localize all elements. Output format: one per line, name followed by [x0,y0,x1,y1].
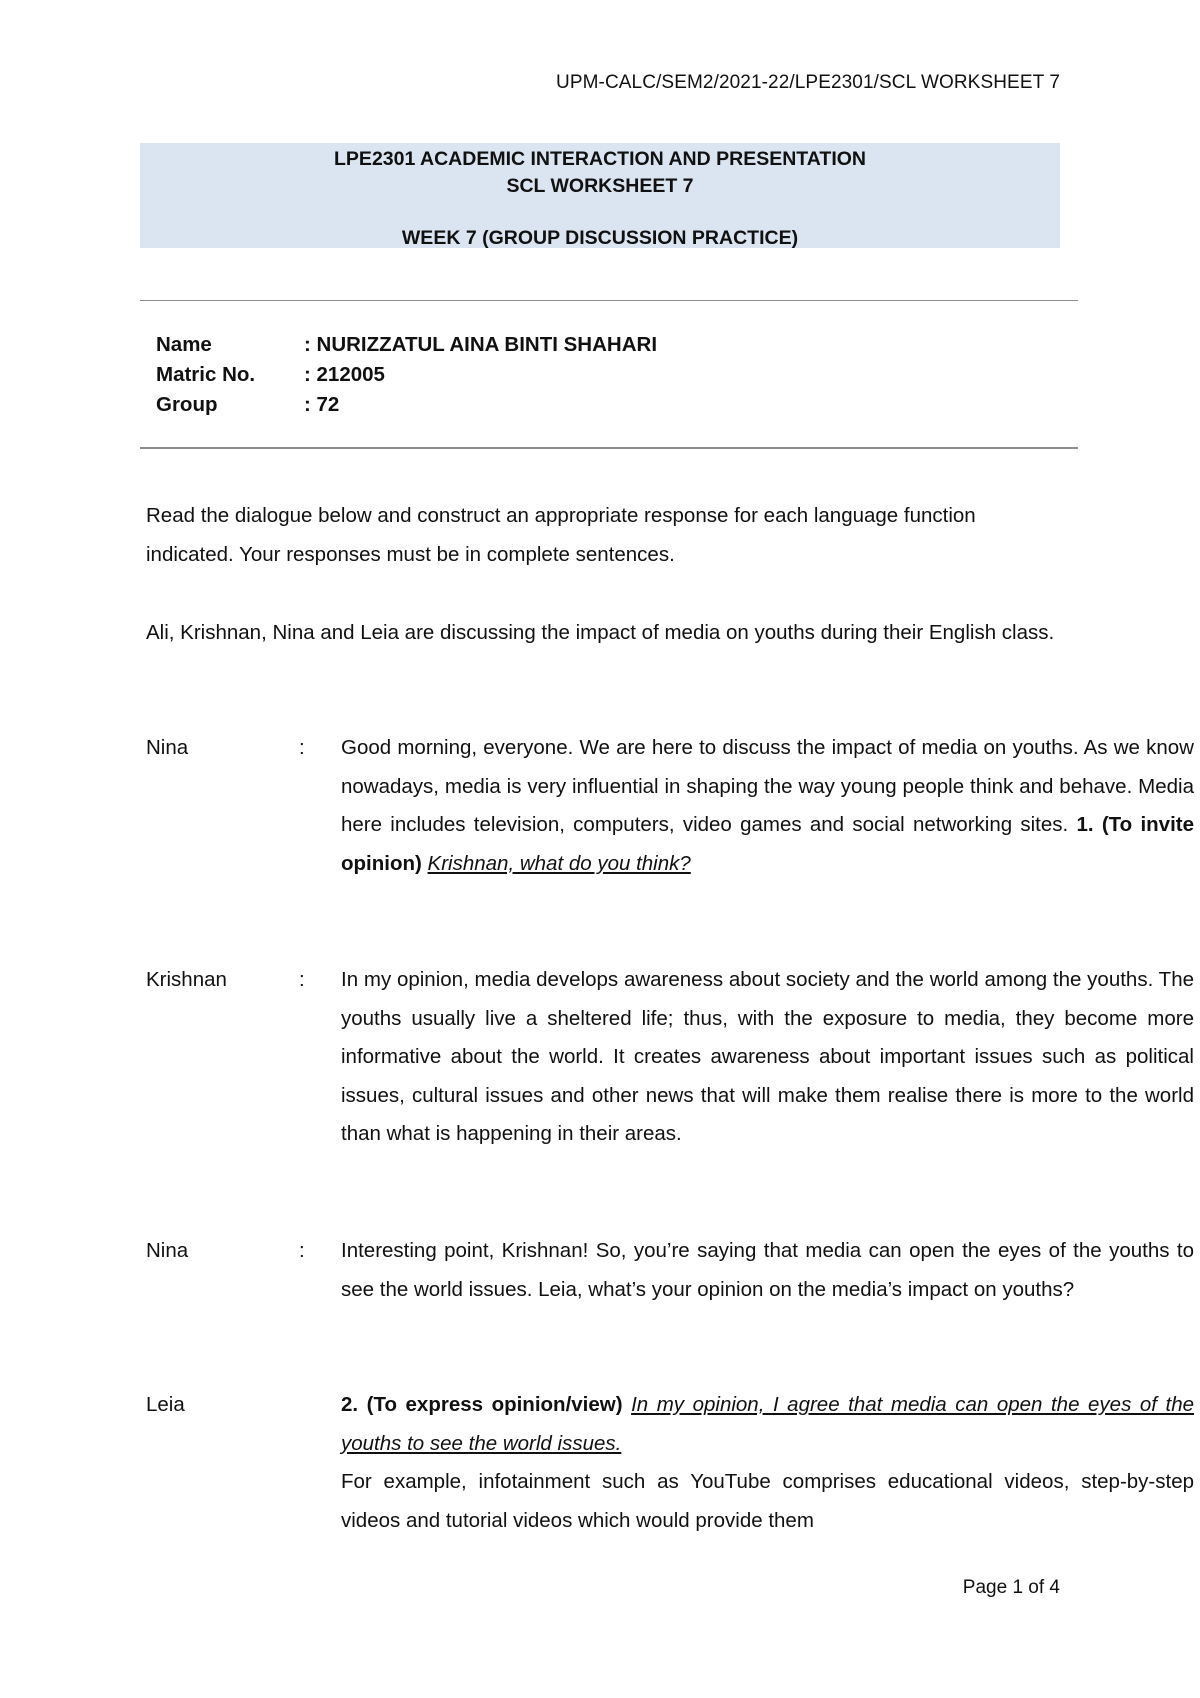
title-box [140,143,1060,248]
course-title: LPE2301 ACADEMIC INTERACTION AND PRESENTATION [334,148,866,170]
student-info [156,330,657,420]
speaker-colon: : [299,736,305,759]
speaker-name: Leia [146,1393,185,1416]
page-number: Page 1 of 4 [962,1577,1060,1598]
group-label: Group [156,393,218,416]
divider-bottom [140,447,1078,449]
speech-body: For example, infotainment such as YouTube comprises educational videos, step-by-step videos and tutorial videos which would provide them [341,1470,1194,1532]
divider-top [140,300,1078,301]
name-value: : NURIZZATUL AINA BINTI SHAHARI [304,333,658,356]
name-label: Name [156,333,212,356]
speech-text [341,1386,1194,1540]
speaker-name: Nina [146,1239,189,1262]
instructions-paragraph: Read the dialogue below and construct an appropriate response for each language function indicated. Your responses must be in complete sentences. [146,504,976,566]
matric-label: Matric No. [156,363,256,386]
speaker-colon: : [299,968,305,991]
speech-text [341,729,1194,883]
group-row [156,390,657,420]
language-function-label: 1. (To invite opinion) [341,813,1194,875]
worksheet-title: SCL WORKSHEET 7 [506,175,694,197]
speaker-name: Krishnan [146,968,227,991]
speech-text: Interesting point, Krishnan! So, you’re saying that media can open the eyes of the youths to see the world issues. Leia, what’s your opinion on the media’s impact on youths? [341,1239,1194,1301]
leia-response-line [341,1386,1194,1463]
speech-text: In my opinion, media develops awareness about society and the world among the youths. The youths usually live a sheltered life; thus, with the exposure to media, they become more informative about the world. It creates awareness about important issues such as political issues, cultural issues and other news that will make them realise there is more to the world than what is happening in their areas. [341,968,1194,1145]
matric-row [156,360,657,390]
speaker-colon: : [299,1239,305,1262]
document-header-code: UPM-CALC/SEM2/2021-22/LPE2301/SCL WORKSHEET 7 [556,72,1060,93]
name-row [156,330,657,360]
response-text: Krishnan, what do you think? [427,851,691,875]
context-paragraph: Ali, Krishnan, Nina and Leia are discussing the impact of media on youths during their English class. [146,621,1055,644]
speech-body: Good morning, everyone. We are here to discuss the impact of media on youths. As we know nowadays, media is very influential in shaping the way young people think and behave. Media here includes television, computers, video games and social networking sites. [341,736,1194,836]
matric-value: : 212005 [304,363,385,386]
group-value: : 72 [304,393,340,416]
week-title: WEEK 7 (GROUP DISCUSSION PRACTICE) [401,227,799,249]
language-function-label: 2. (To express opinion/view) [341,1393,623,1416]
response-text: In my opinion, I agree that media can open the eyes of the youths to see the world issues. [341,1393,1194,1455]
speaker-name: Nina [146,736,189,759]
